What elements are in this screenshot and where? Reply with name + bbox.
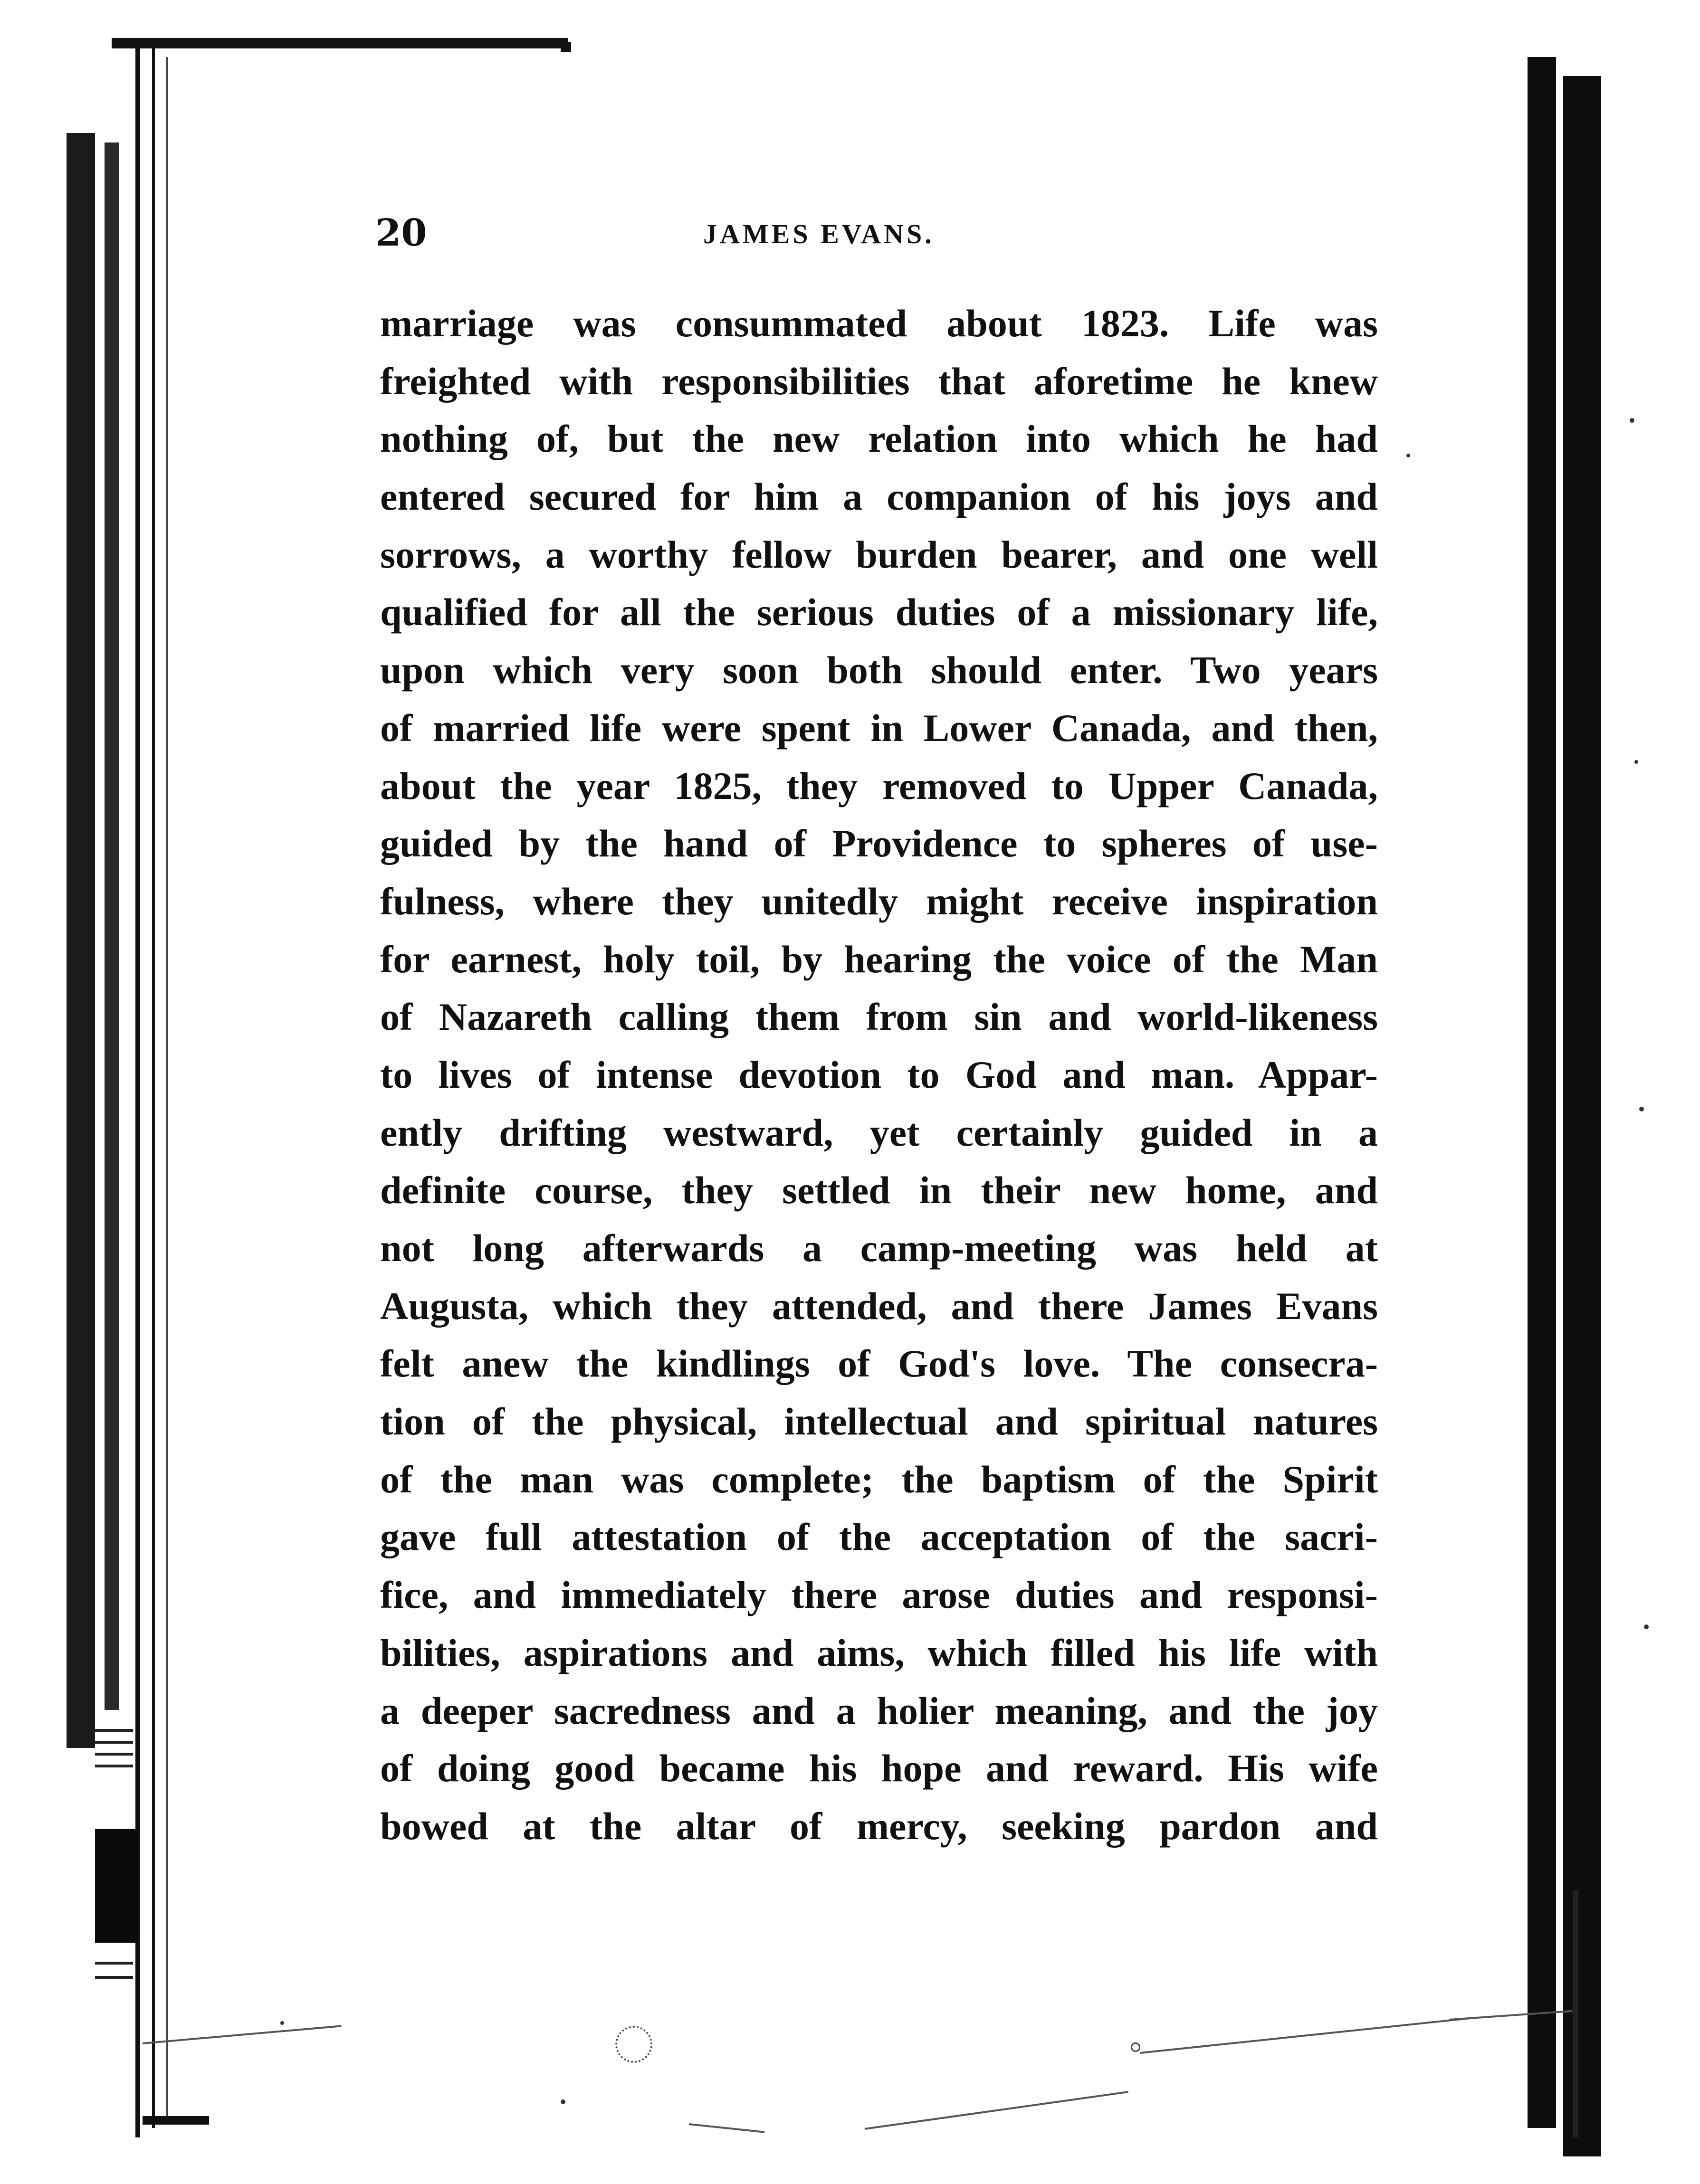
- gutter-barcode-line-5: [95, 1962, 133, 1965]
- text-line: sorrows, a worthy fellow burden bearer, and one well: [380, 532, 1378, 576]
- gutter-top-rule: [112, 38, 568, 48]
- text-line: to lives of intense devotion to God and man. Appar-: [380, 1053, 1378, 1096]
- gutter-barcode-block: [95, 1829, 138, 1943]
- speck-cluster: [615, 2026, 652, 2063]
- text-line: fulness, where they unitedly might receive inspiration: [380, 879, 1378, 923]
- text-line: of the man was complete; the baptism of the Spirit: [380, 1457, 1378, 1501]
- text-line: ently drifting westward, yet certainly guided in a: [380, 1111, 1378, 1154]
- gutter-vertical-line-2: [152, 47, 155, 2128]
- gutter-top-mark: [561, 42, 571, 52]
- text-line: of Nazareth calling them from sin and world-likeness: [380, 995, 1378, 1039]
- speck: [1131, 2042, 1140, 2052]
- scratch-line: [689, 2123, 765, 2133]
- text-line: marriage was consummated about 1823. Life was: [380, 302, 1378, 345]
- text-line: guided by the hand of Providence to spheres of use-: [380, 822, 1378, 865]
- scratch-line: [865, 2091, 1128, 2130]
- text-line: for earnest, holy toil, by hearing the voice of the Man: [380, 937, 1378, 981]
- speck: [1639, 1107, 1644, 1111]
- speck: [280, 2021, 284, 2025]
- text-line: of married life were spent in Lower Canada, and then,: [380, 706, 1378, 750]
- gutter-vertical-line-3: [166, 57, 168, 2123]
- text-line: qualified for all the serious duties of a missionary life,: [380, 590, 1378, 634]
- text-line: definite course, they settled in their new home, and: [380, 1168, 1378, 1212]
- right-page-edge-bottom: [1573, 1890, 1578, 2137]
- speck: [1644, 1624, 1649, 1629]
- text-line: of doing good became his hope and reward. His wife: [380, 1747, 1378, 1790]
- running-head: JAMES EVANS.: [703, 218, 935, 249]
- page-header: [375, 211, 1373, 268]
- text-line: freighted with responsibilities that aforetime he knew: [380, 359, 1378, 403]
- text-line: gave full attestation of the acceptation of the sacri-: [380, 1515, 1378, 1559]
- text-line: bowed at the altar of mercy, seeking pardon and: [380, 1804, 1378, 1848]
- speck: [1630, 418, 1634, 423]
- gutter-barcode-line-1: [95, 1729, 133, 1732]
- text-line: upon which very soon both should enter. Two years: [380, 648, 1378, 692]
- scratch-line: [1140, 2017, 1471, 2054]
- gutter-bottom-rule: [143, 2116, 209, 2125]
- gutter-dark-strip: [67, 133, 95, 1748]
- text-line: entered secured for him a companion of his joys and: [380, 475, 1378, 519]
- text-line: fice, and immediately there arose duties and responsi-: [380, 1573, 1378, 1617]
- right-page-edge-outer: [1563, 76, 1601, 2156]
- text-line: about the year 1825, they removed to Upper Canada,: [380, 764, 1378, 807]
- body-text: [380, 294, 1378, 1855]
- text-line: tion of the physical, intellectual and spiritual natures: [380, 1400, 1378, 1443]
- text-line: a deeper sacredness and a holier meaning, and the joy: [380, 1689, 1378, 1732]
- text-line: bilities, aspirations and aims, which filled his life with: [380, 1631, 1378, 1674]
- speck: [1634, 760, 1638, 764]
- gutter-vertical-line-1: [135, 47, 140, 2137]
- gutter-barcode-line-6: [95, 1976, 133, 1979]
- text-line: Augusta, which they attended, and there James Evans: [380, 1284, 1378, 1328]
- text-line: not long afterwards a camp-meeting was held at: [380, 1226, 1378, 1270]
- speck: [1406, 454, 1410, 457]
- text-line: nothing of, but the new relation into which he had: [380, 417, 1378, 461]
- page-number: 20: [375, 211, 427, 255]
- speck: [561, 2099, 565, 2104]
- gutter-barcode-line-2: [95, 1741, 133, 1744]
- gutter-barcode-line-4: [95, 1765, 133, 1767]
- text-line: felt anew the kindlings of God's love. The consecra-: [380, 1342, 1378, 1386]
- right-page-edge: [1528, 57, 1556, 2128]
- gutter-dark-strip-2: [105, 142, 119, 1710]
- gutter-barcode-line-3: [95, 1753, 133, 1756]
- scratch-line: [143, 2025, 342, 2044]
